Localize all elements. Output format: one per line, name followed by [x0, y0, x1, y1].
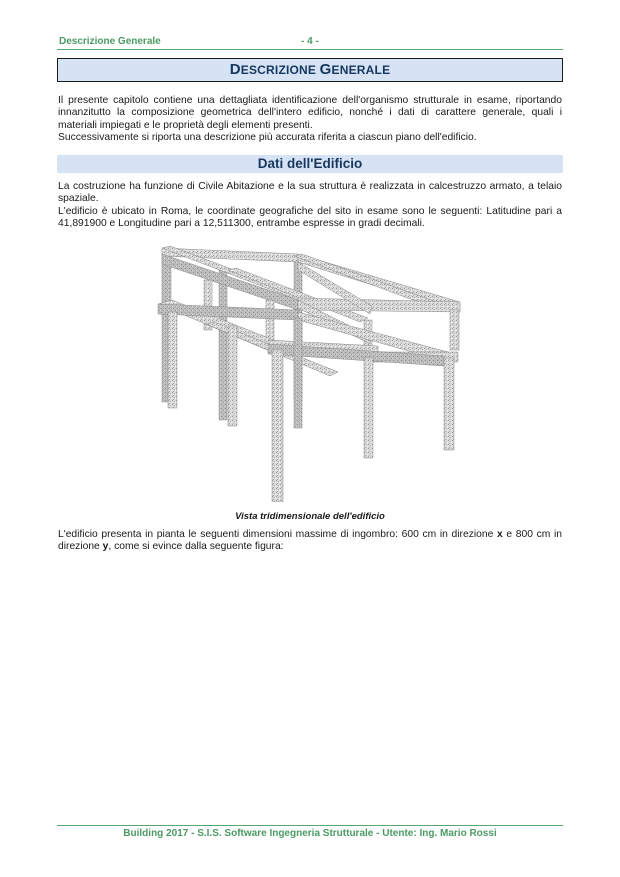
- title-initial-g: G: [319, 61, 332, 78]
- dati-line: L'edificio è ubicato in Roma, le coordinate geografiche del sito in esame sono le seguenti: Latitudine pari a: [58, 205, 562, 217]
- page-header: [57, 35, 563, 50]
- intro-line: materiali impiegati e le proprietà degli elementi presenti.: [58, 119, 313, 131]
- title-part-2: ENERALE: [331, 63, 391, 77]
- section-heading-dati: Dati dell'Edificio: [57, 155, 563, 173]
- intro-line: innanzitutto la composizione geometrica dell'intero edificio, nonché i dati di carattere generale, quali i: [58, 107, 562, 119]
- building-3d-figure: [148, 240, 470, 502]
- dati-line: 41,891900 e Longitudine pari a 12,511300, entrambe espresse in gradi decimali.: [58, 217, 425, 229]
- building-frame-drawing: [148, 240, 470, 502]
- axis-x-label: x: [496, 529, 503, 540]
- title-part-1: ESCRIZIONE: [240, 63, 320, 77]
- dimensions-text: e 800 cm in: [502, 529, 562, 540]
- header-page-number: - 4 -: [301, 36, 319, 47]
- intro-paragraph: [58, 95, 562, 144]
- page-footer: Building 2017 - S.I.S. Software Ingegneria Strutturale - Utente: Ing. Mario Rossi: [57, 825, 563, 842]
- figure-caption: Vista tridimensionale dell'edificio: [235, 511, 385, 522]
- title-initial-d: D: [229, 61, 241, 78]
- dimensions-paragraph: [58, 529, 562, 554]
- chapter-title: [57, 58, 563, 82]
- dimensions-text: , come si evince dalla seguente figura:: [108, 541, 284, 553]
- axis-y-label: y: [102, 541, 109, 553]
- intro-line: Il presente capitolo contiene una dettagliata identificazione dell'organismo strutturale in esame, riportando: [58, 95, 562, 106]
- header-section-title: Descrizione Generale: [59, 36, 161, 47]
- intro-line: Successivamente si riporta una descrizione più accurata riferita a ciascun piano dell'edificio.: [58, 131, 477, 143]
- dati-line: La costruzione ha funzione di Civile Abitazione e la sua struttura è realizzata in calcestruzzo armato, a telaio: [58, 181, 562, 192]
- dimensions-line-1: [58, 529, 562, 541]
- dimensions-line-2: [58, 541, 562, 553]
- dimensions-text: direzione: [58, 541, 103, 553]
- dati-paragraph: [58, 181, 562, 230]
- dimensions-text: L'edificio presenta in pianta le seguenti dimensioni massime di ingombro: 600 cm in direzione: [58, 529, 497, 540]
- dati-line: spaziale.: [58, 193, 99, 205]
